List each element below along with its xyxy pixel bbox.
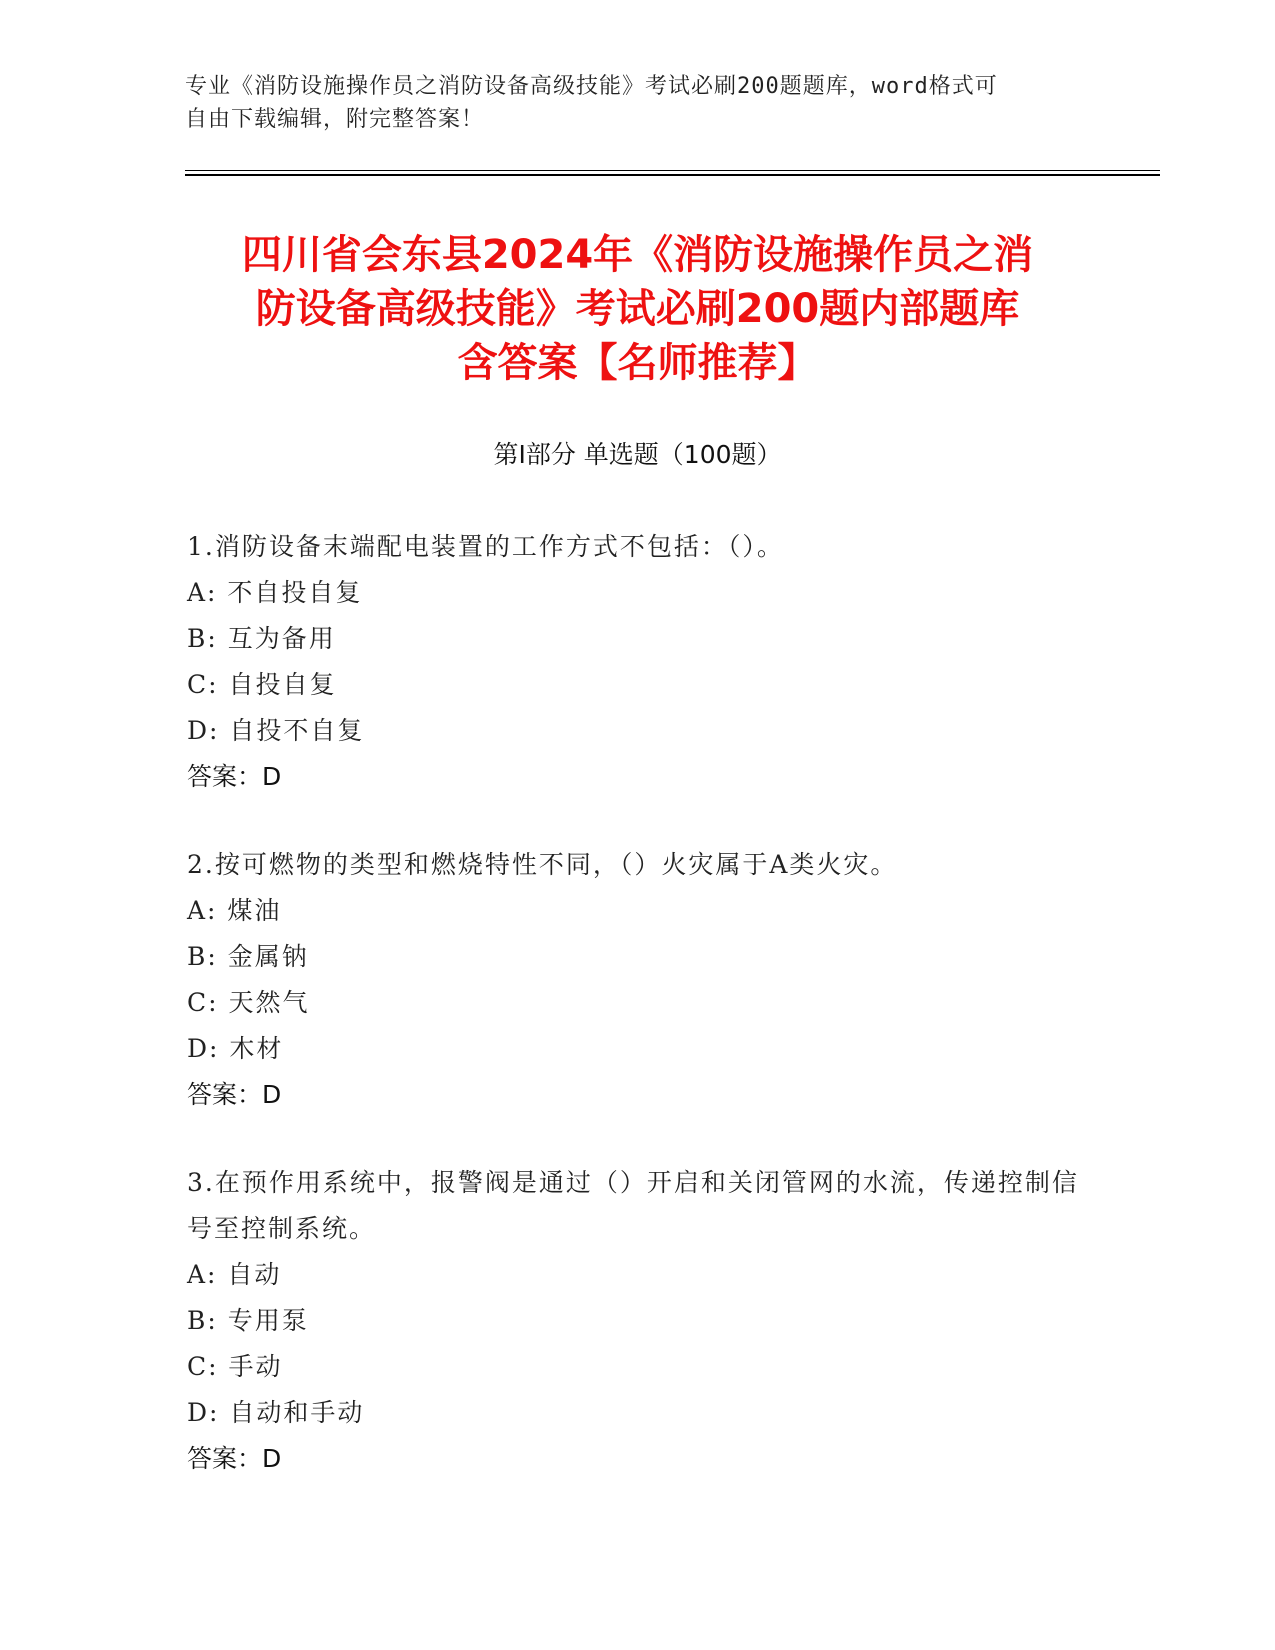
question-stem: 2.按可燃物的类型和燃烧特性不同，（）火灾属于A类火灾。 (187, 850, 898, 879)
section-heading: 第Ⅰ部分 单选题（100题） (493, 440, 782, 469)
option-a: A: 煤油 (187, 896, 282, 925)
option-a: A: 自动 (187, 1260, 282, 1289)
title-line-1: 四川省会东县2024年《消防设施操作员之消 (241, 232, 1034, 278)
question-3 (187, 1160, 1087, 1482)
option-b: B: 互为备用 (187, 624, 336, 653)
option-b: B: 金属钠 (187, 942, 309, 971)
question-stem: 3.在预作用系统中，报警阀是通过（）开启和关闭管网的水流，传递控制信号至控制系统。 (187, 1168, 1079, 1243)
header-divider-thin (185, 170, 1160, 171)
document-header-note (185, 70, 1085, 136)
option-c: C: 手动 (187, 1352, 283, 1381)
title-line-2: 防设备高级技能》考试必刷200题内部题库 (255, 286, 1020, 332)
option-c: C: 自投自复 (187, 670, 337, 699)
question-list (187, 524, 1087, 1524)
header-line-2: 自由下载编辑，附完整答案！ (185, 107, 485, 132)
answer-line: 答案：D (187, 762, 282, 791)
header-line-1: 专业《消防设施操作员之消防设备高级技能》考试必刷200题题库，word格式可 (185, 74, 998, 99)
header-divider-thick (185, 174, 1160, 176)
option-c: C: 天然气 (187, 988, 310, 1017)
answer-line: 答案：D (187, 1444, 282, 1473)
option-d: D: 自投不自复 (187, 716, 365, 745)
document-title (160, 228, 1115, 390)
answer-line: 答案：D (187, 1080, 282, 1109)
option-d: D: 木材 (187, 1034, 284, 1063)
question-2 (187, 842, 1087, 1118)
question-stem: 1.消防设备末端配电装置的工作方式不包括：（）。 (187, 532, 784, 561)
option-d: D: 自动和手动 (187, 1398, 365, 1427)
title-line-3: 含答案【名师推荐】 (457, 340, 818, 386)
option-a: A: 不自投自复 (187, 578, 363, 607)
question-1 (187, 524, 1087, 800)
option-b: B: 专用泵 (187, 1306, 309, 1335)
